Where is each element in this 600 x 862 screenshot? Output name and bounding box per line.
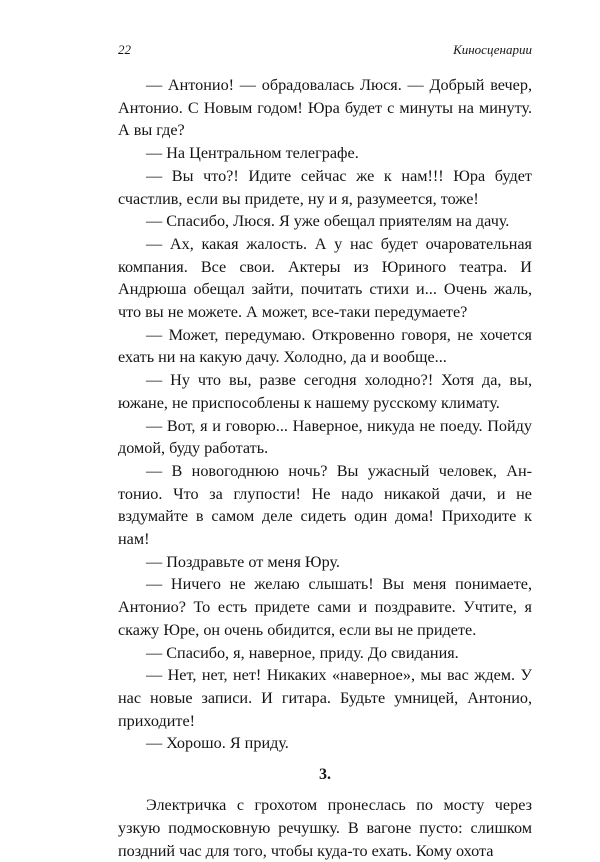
body-text	[118, 74, 532, 862]
dialogue-paragraph: — Вот, я и говорю... Наверное, никуда не поеду. Пойду домой, буду работать.	[118, 416, 532, 458]
section-paragraph: Электричка с грохотом пронеслась по мосту через узкую подмосковную речушку. В вагоне пусто: слишком поздний час для того, чтобы куда-то ехать. Кому охота	[118, 796, 532, 860]
page-number: 22	[118, 42, 131, 57]
dialogue-paragraph: — Ну что вы, разве сегодня холодно?! Хотя да, вы, южане, не приспособлены к нашему русскому климату.	[118, 371, 532, 412]
dialogue-paragraph: — Спасибо, Люся. Я уже обещал приятелям на дачу.	[146, 212, 510, 231]
dialogue-paragraph: — Может, передумаю. Откровенно говоря, не хочется ехать ни на какую дачу. Холодно, да и вообще...	[118, 325, 532, 367]
dialogue-paragraph: — Ах, какая жалость. А у нас будет очаровательная компания. Все свои. Актеры из Юриного театра. И Андрюша обещал зайти, почитать стихи и... Очень жаль, что вы не можете. А может, все-таки передумаете?	[118, 234, 532, 322]
section-heading: 3.	[319, 766, 331, 784]
dialogue-paragraph: — Спасибо, я, наверное, приду. До свидания.	[146, 643, 459, 662]
dialogue-paragraph: — Хорошо. Я приду.	[146, 734, 289, 753]
running-head	[118, 42, 532, 60]
running-head-title: Киносценарии	[453, 42, 532, 57]
dialogue-paragraph: — В новогоднюю ночь? Вы ужасный человек, Антонио. Что за глупости! Не надо никакой дачи, и не вздумайте в самом деле сидеть один дома! Приходите к нам!	[118, 461, 532, 549]
dialogue-paragraph: — На Центральном телеграфе.	[146, 144, 359, 163]
dialogue-paragraph: — Ничего не желаю слышать! Вы меня понимаете, Антонио? То есть придете сами и поздравите. Учтите, я скажу Юре, он очень обидится, если вы не придете.	[118, 575, 532, 639]
dialogue-paragraph: — Нет, нет, нет! Никаких «наверное», мы вас ждем. У нас новые записи. И гитара. Будьте умницей, Антонио, приходите!	[118, 666, 532, 730]
dialogue-paragraph: — Антонио! — обрадовалась Люся. — Добрый вечер, Антонио. С Новым годом! Юра будет с минуты на минуту. А вы где?	[118, 76, 532, 140]
dialogue-paragraph: — Поздравьте от меня Юру.	[146, 552, 340, 571]
dialogue-paragraph: — Вы что?! Идите сейчас же к нам!!! Юра будет счастлив, если вы придете, ну и я, разумеется, тоже!	[118, 166, 532, 208]
